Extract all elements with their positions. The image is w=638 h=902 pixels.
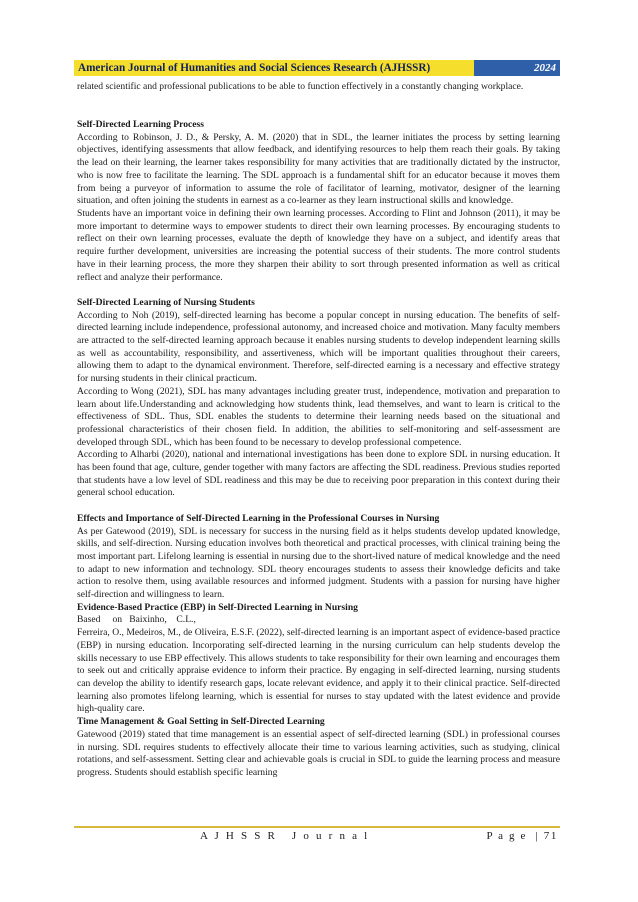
footer-journal-name: A J H S S R J o u r n a l <box>200 830 370 842</box>
journal-title: American Journal of Humanities and Social Sciences Research (AJHSSR) <box>74 60 474 76</box>
paragraph-sdlp-1: According to Robinson, J. D., & Persky, A. M. (2020) that in SDL, the learner initiates the process by setting learning objectives, identifying assessments that allow feedback, and identifying resources to help them reach their goals. By taking the lead on their learning, the learner takes responsibility for many activities that are traditionally dictated by the instructor, who is now free to facilitate the learning. The SDL approach is a fundamental shift for an educator because it moves them from being a purveyor of information to assume the role of facilitator of learning, motivator, designer of the learning situation, and often joining the students in earnest as a co-learner as they learn instructional skills and knowledge. <box>77 131 560 207</box>
paragraph-sdlp-2: Students have an important voice in defining their own learning processes. According to Flint and Johnson (2011), it may be more important to determine ways to empower students to direct their own learning processes. By encouraging students to reflect on their own learning processes, evaluate the depth of knowledge they have on a subject, and identify areas that require further development, universities are increasing the potential success of their students. The more control students have in their learning process, the more they sharpen their ability to sort through presented information as well as critical reflect and analyze their performance. <box>77 208 560 283</box>
heading-effects-importance: Effects and Importance of Self-Directed Learning in the Professional Courses in Nursing <box>77 512 440 524</box>
heading-time-management: Time Management & Goal Setting in Self-Directed Learning <box>77 716 325 728</box>
paragraph-ebp-based: Based on Baixinho, C.L., <box>77 614 196 626</box>
paragraph-nursing-1: According to Noh (2019), self-directed learning has become a popular concept in nursing education. The benefits of self-directed learning include independence, professional autonomy, and increased choice and motivation. Many faculty members are attracted to the self-directed learning approach because it enables nursing students to develop independent learning skills as well as accountability, responsibility, and assertiveness, which will be important qualities throughout their careers, allowing them to adapt to the dynamical environment. Therefore, self-directed earning is a necessary and effective strategy for nursing students in their clinical practicum. <box>77 309 560 385</box>
footer-divider <box>74 826 560 828</box>
paragraph-ebp: Ferreira, O., Medeiros, M., de Oliveira, E.S.F. (2022), self-directed learning is an important aspect of evidence-based practice (EBP) in nursing education. Incorporating self-directed learning in the nursing curriculum can help students develop the skills necessary to use EBP effectively. This allows students to take responsibility for their own learning and encourages them to seek out and critically appraise evidence to inform their practice. By engaging in self-directed learning, nursing students can develop the ability to identify research gaps, locate relevant evidence, and apply it to their clinical practice. Self-directed learning also promotes lifelong learning, which is essential for nurses to stay updated with the latest evidence and provide high-quality care. <box>77 627 560 715</box>
heading-self-directed-learning-process: Self-Directed Learning Process <box>77 119 204 131</box>
running-header <box>74 60 560 76</box>
heading-nursing-students: Self-Directed Learning of Nursing Students <box>77 296 255 308</box>
article-body <box>77 81 560 780</box>
heading-evidence-based-practice: Evidence-Based Practice (EBP) in Self-Directed Learning in Nursing <box>77 601 358 613</box>
publication-year: 2024 <box>474 60 560 76</box>
paragraph-nursing-3: According to Alharbi (2020), national and international investigations has been done to explore SDL in nursing education. It has been found that age, culture, gender together with many factors are affecting the SDL readiness. Previous studies reported that students have a low level of SDL readiness and this may be due to receiving poor preparation in this context during their general school education. <box>77 449 560 499</box>
paragraph-intro: related scientific and professional publications to be able to function effectively in a constantly changing workplace. <box>77 81 524 92</box>
paragraph-nursing-2: According to Wong (2021), SDL has many advantages including greater trust, independence, motivation and preparation to learn about life.Understanding and acknowledging how students think, lead themselves, and want to learn is critical to the effectiveness of SDL. Thus, SDL enables the students to determine their learning needs based on the situational and professional characteristics of their chosen field. In addition, the abilities to self-monitoring and self-assessment are developed through SDL, which has been found to be necessary to develop professional competence. <box>77 385 560 448</box>
footer-page-number: P a g e | 71 <box>486 830 558 842</box>
paragraph-effects: As per Gatewood (2019), SDL is necessary for success in the nursing field as it helps students develop updated knowledge, skills, and self-direction. Nursing education involves both theoretical and practical processes, with clinical training being the most important part. Lifelong learning is essential in nursing due to the short-lived nature of medical knowledge and the need to adapt to new information and technology. SDL theory encourages students to assess their knowledge deficits and take action to resolve them, using available resources and informed judgment. Students with a passion for nursing have higher self-direction and willingness to learn. <box>77 525 560 601</box>
paragraph-time: Gatewood (2019) stated that time management is an essential aspect of self-directed learning (SDL) in professional courses in nursing. SDL requires students to effectively allocate their time to various learning activities, such as studying, clinical rotations, and self-assessment. Setting clear and achievable goals is crucial in SDL to guide the learning process and measure progress. Students should establish specific learning <box>77 728 560 778</box>
